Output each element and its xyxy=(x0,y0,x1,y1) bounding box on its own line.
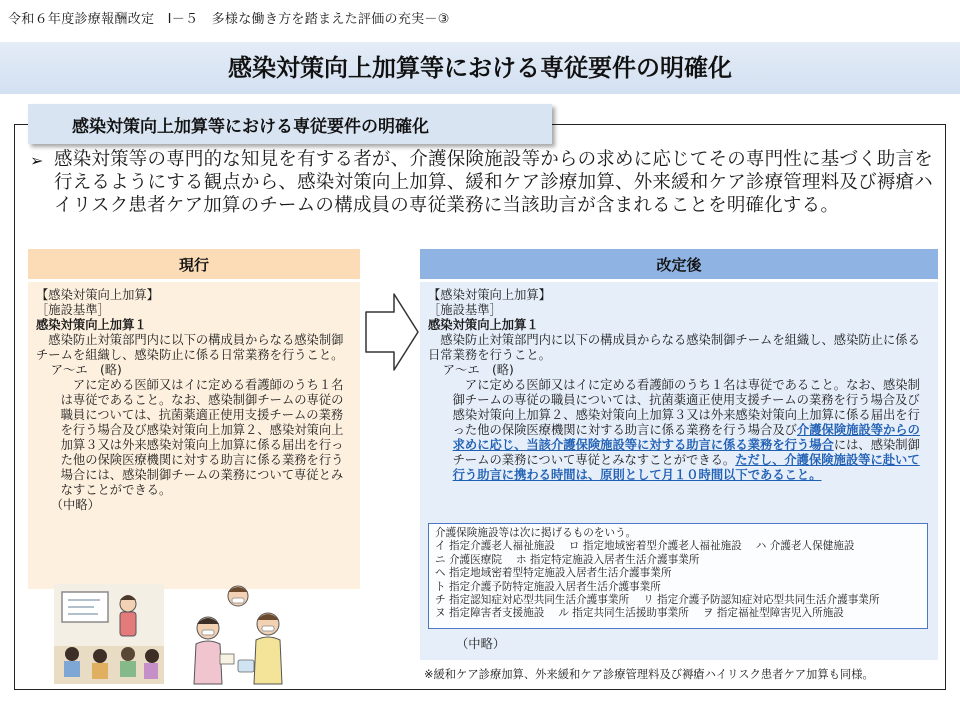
title-band xyxy=(0,42,960,94)
facility-item: ト 指定介護予防特定施設入居者生活介護事業所 xyxy=(435,580,661,593)
revised-highlight-advice: 介護保険施設等からの求めに応じ、当該介護保険施設等に対する助言に係る業務を行う場合 xyxy=(452,423,920,452)
facility-item: ヲ 指定福祉型障害児入所施設 xyxy=(702,607,844,620)
caregivers-illustration xyxy=(180,584,298,688)
revised-omitted: （中略） xyxy=(456,637,506,651)
revised-bracket-title: 【感染対策向上加算】 xyxy=(428,288,551,302)
revised-highlight-time-limit: ただし、介護保険施設等に赴いて行う助言に携わる時間は、原則として月１０時間以下であること。 xyxy=(452,453,920,482)
revised-para1: 感染防止対策部門内に以下の構成員からなる感染制御チームを組織し、感染防止に係る日常業務を行うこと。 xyxy=(428,333,920,362)
lead-paragraph xyxy=(30,148,938,217)
current-para1: 感染防止対策部門内に以下の構成員からなる感染制御チームを組織し、感染防止に係る日常業務を行うこと。 xyxy=(36,333,344,362)
header-breadcrumb: 令和６年度診療報酬改定 Ⅰ－５ 多様な働き方を踏まえた評価の充実－③ xyxy=(8,12,450,27)
revised-para2-part-b: には、感染制御チームの業務について専従とみなすことができる。 xyxy=(452,438,920,467)
revised-sub-items: ア～エ (略) xyxy=(442,363,514,377)
facility-list-box xyxy=(428,523,928,629)
lead-text: 感染対策等の専門的な知見を有する者が、介護保険施設等からの求めに応じてその専門性に基づく助言を行えるようにする観点から、感染対策向上加算、緩和ケア診療加算、外来緩和ケア診療管理料及び褥瘡ハイリスク患者ケア加算のチームの構成員の専従業務に当該助言が含まれることを明確化する。 xyxy=(54,149,933,216)
facility-row-1 xyxy=(435,540,921,553)
facility-item: ロ 指定地域密着型介護老人福祉施設 xyxy=(568,540,742,553)
right-arrow-icon xyxy=(364,290,420,374)
current-bracket-title: 【感染対策向上加算】 xyxy=(36,288,159,302)
current-para2: アに定める医師又はイに定める看護師のうち１名は専従であること。なお、感染制御チームの専従の職員については、抗菌薬適正使用支援チームの業務を行う場合及び感染対策向上加算２、感染対策向上加算３又は外来感染対策向上加算に係る届出を行った他の保険医療機関に対する助言に係る業務を行う場合には、感染制御チームの業務について専従とみなすことができる。 xyxy=(60,378,344,497)
facility-row-6 xyxy=(435,607,921,620)
facility-row-4 xyxy=(435,581,921,594)
facility-list-intro: 介護保険施設等は次に掲げるものをいう。 xyxy=(435,527,637,539)
facility-item: チ 指定認知症対応型共同生活介護事業所 xyxy=(435,594,630,607)
arrow-bullet-icon: ➢ xyxy=(30,151,44,170)
current-omitted: （中略） xyxy=(50,498,100,512)
facility-row-2 xyxy=(435,554,921,567)
facility-item: イ 指定介護老人福祉施設 xyxy=(435,540,555,553)
page-title: 感染対策向上加算等における専従要件の明確化 xyxy=(228,54,732,82)
facility-item: ル 指定共同生活援助事業所 xyxy=(558,607,689,620)
facility-item: ホ 指定特定施設入居者生活介護事業所 xyxy=(515,553,700,566)
revised-para2 xyxy=(428,378,930,483)
current-item-title: 感染対策向上加算１ xyxy=(36,318,147,332)
facility-item: リ 指定介護予防認知症対応型共同生活介護事業所 xyxy=(643,594,880,607)
facility-row-5 xyxy=(435,594,921,607)
facility-row-3 xyxy=(435,567,921,580)
revised-para2-part-a: アに定める医師又はイに定める看護師のうち１名は専従であること。なお、感染制御チームの専従の職員については、抗菌薬適正使用支援チームの業務を行う場合及び感染対策向上加算２、感染対策向上加算３又は外来感染対策向上加算に係る届出を行った他の保険医療機関に対する助言に係る業務を行う場合及び xyxy=(452,378,920,437)
current-column-heading: 現行 xyxy=(28,249,360,279)
section-subtitle: 感染対策向上加算等における専従要件の明確化 xyxy=(28,104,552,144)
current-panel xyxy=(28,282,360,589)
revised-standard-label: ［施設基準］ xyxy=(428,303,502,317)
facility-item: ニ 介護医療院 xyxy=(435,553,502,566)
footnote: ※緩和ケア診療加算、外来緩和ケア診療管理料及び褥瘡ハイリスク患者ケア加算も同様。 xyxy=(424,668,874,681)
facility-item: ヌ 指定障害者支援施設 xyxy=(435,607,545,620)
facility-item: ハ 介護老人保健施設 xyxy=(755,540,855,553)
revised-column-heading: 改定後 xyxy=(420,249,938,279)
current-sub-items: ア～エ (略) xyxy=(50,363,122,377)
facility-item: ヘ 指定地域密着型特定施設入居者生活介護事業所 xyxy=(435,567,672,580)
revised-item-title: 感染対策向上加算１ xyxy=(428,318,539,332)
current-standard-label: ［施設基準］ xyxy=(36,303,110,317)
classroom-illustration xyxy=(54,584,164,684)
